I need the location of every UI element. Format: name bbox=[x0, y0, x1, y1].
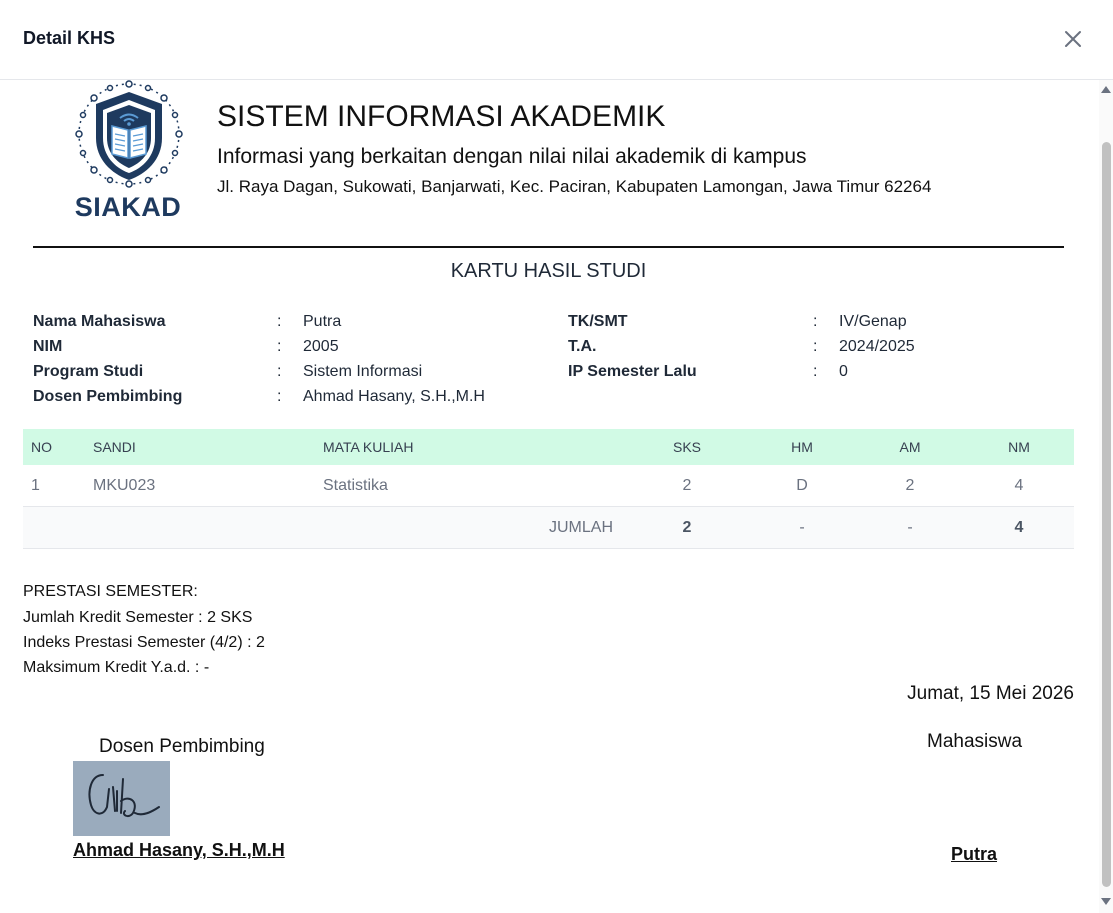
cell-no: 1 bbox=[31, 477, 40, 494]
col-header-sandi: SANDI bbox=[93, 439, 136, 455]
logo-text: SIAKAD bbox=[74, 192, 182, 222]
info-label-ip: IP Semester Lalu bbox=[568, 363, 697, 380]
info-value-tksmt: IV/Genap bbox=[839, 313, 907, 330]
advisor-signature-image bbox=[73, 761, 170, 836]
scrollbar-thumb[interactable] bbox=[1102, 142, 1111, 887]
modal-title: Detail KHS bbox=[23, 28, 116, 48]
info-sep: : bbox=[813, 363, 818, 380]
col-header-matakuliah: MATA KULIAH bbox=[323, 439, 414, 455]
student-name: Putra bbox=[951, 844, 998, 864]
cell-nm: 4 bbox=[1014, 477, 1024, 494]
info-sep: : bbox=[277, 363, 282, 380]
cell-am: 2 bbox=[905, 477, 915, 494]
cell-hm: D bbox=[796, 477, 808, 494]
info-value-advisor: Ahmad Hasany, S.H.,M.H bbox=[303, 388, 485, 405]
prestasi-line: Jumlah Kredit Semester : 2 SKS bbox=[23, 609, 253, 626]
advisor-role: Dosen Pembimbing bbox=[99, 736, 265, 757]
student-role: Mahasiswa bbox=[927, 731, 1023, 752]
info-value-ip: 0 bbox=[839, 363, 848, 380]
col-header-am: AM bbox=[899, 439, 921, 455]
prestasi-line: Indeks Prestasi Semester (4/2) : 2 bbox=[23, 634, 265, 651]
table-row bbox=[23, 465, 1074, 507]
table-header bbox=[23, 429, 1074, 465]
prestasi-heading: PRESTASI SEMESTER: bbox=[23, 583, 198, 600]
table-total-row bbox=[23, 507, 1074, 549]
col-header-no: NO bbox=[31, 439, 52, 455]
institution-address: Jl. Raya Dagan, Sukowati, Banjarwati, Kec. Paciran, Kabupaten Lamongan, Jawa Timur 62264 bbox=[217, 177, 932, 196]
total-sks: 2 bbox=[682, 519, 692, 536]
info-label-name: Nama Mahasiswa bbox=[33, 313, 166, 330]
cell-sks: 2 bbox=[682, 477, 692, 494]
col-header-sks: SKS bbox=[672, 439, 701, 455]
cell-sandi: MKU023 bbox=[93, 477, 156, 494]
modal-header bbox=[0, 0, 1113, 80]
document-title: KARTU HASIL STUDI bbox=[450, 260, 647, 282]
institution-subtitle: Informasi yang berkaitan dengan nilai nilai akademik di kampus bbox=[217, 145, 807, 168]
info-label-ta: T.A. bbox=[568, 338, 597, 355]
col-header-nm: NM bbox=[1008, 439, 1030, 455]
info-value-program: Sistem Informasi bbox=[303, 363, 423, 380]
document-date: Jumat, 15 Mei 2026 bbox=[907, 683, 1074, 704]
total-am: - bbox=[907, 519, 913, 536]
total-label: JUMLAH bbox=[549, 519, 614, 536]
institution-title: SISTEM INFORMASI AKADEMIK bbox=[217, 100, 666, 133]
prestasi-line: Maksimum Kredit Y.a.d. : - bbox=[23, 659, 210, 676]
info-sep: : bbox=[277, 388, 282, 405]
info-value-name: Putra bbox=[303, 313, 342, 330]
scroll-down-arrow[interactable] bbox=[1101, 898, 1111, 905]
close-button[interactable] bbox=[1062, 28, 1084, 50]
info-sep: : bbox=[813, 313, 818, 330]
advisor-name: Ahmad Hasany, S.H.,M.H bbox=[73, 840, 285, 860]
col-header-hm: HM bbox=[791, 439, 813, 455]
info-label-tksmt: TK/SMT bbox=[568, 313, 628, 330]
info-sep: : bbox=[277, 313, 282, 330]
scroll-up-arrow[interactable] bbox=[1101, 86, 1111, 93]
info-label-nim: NIM bbox=[33, 338, 63, 355]
info-label-advisor: Dosen Pembimbing bbox=[33, 388, 183, 405]
total-hm: - bbox=[799, 519, 805, 536]
info-value-nim: 2005 bbox=[303, 338, 339, 355]
total-nm: 4 bbox=[1014, 519, 1024, 536]
header-divider bbox=[33, 246, 1064, 248]
cell-matakuliah: Statistika bbox=[323, 477, 388, 494]
info-label-program: Program Studi bbox=[33, 363, 144, 380]
info-value-ta: 2024/2025 bbox=[839, 338, 915, 355]
info-sep: : bbox=[277, 338, 282, 355]
info-sep: : bbox=[813, 338, 818, 355]
close-icon bbox=[1062, 28, 1084, 50]
